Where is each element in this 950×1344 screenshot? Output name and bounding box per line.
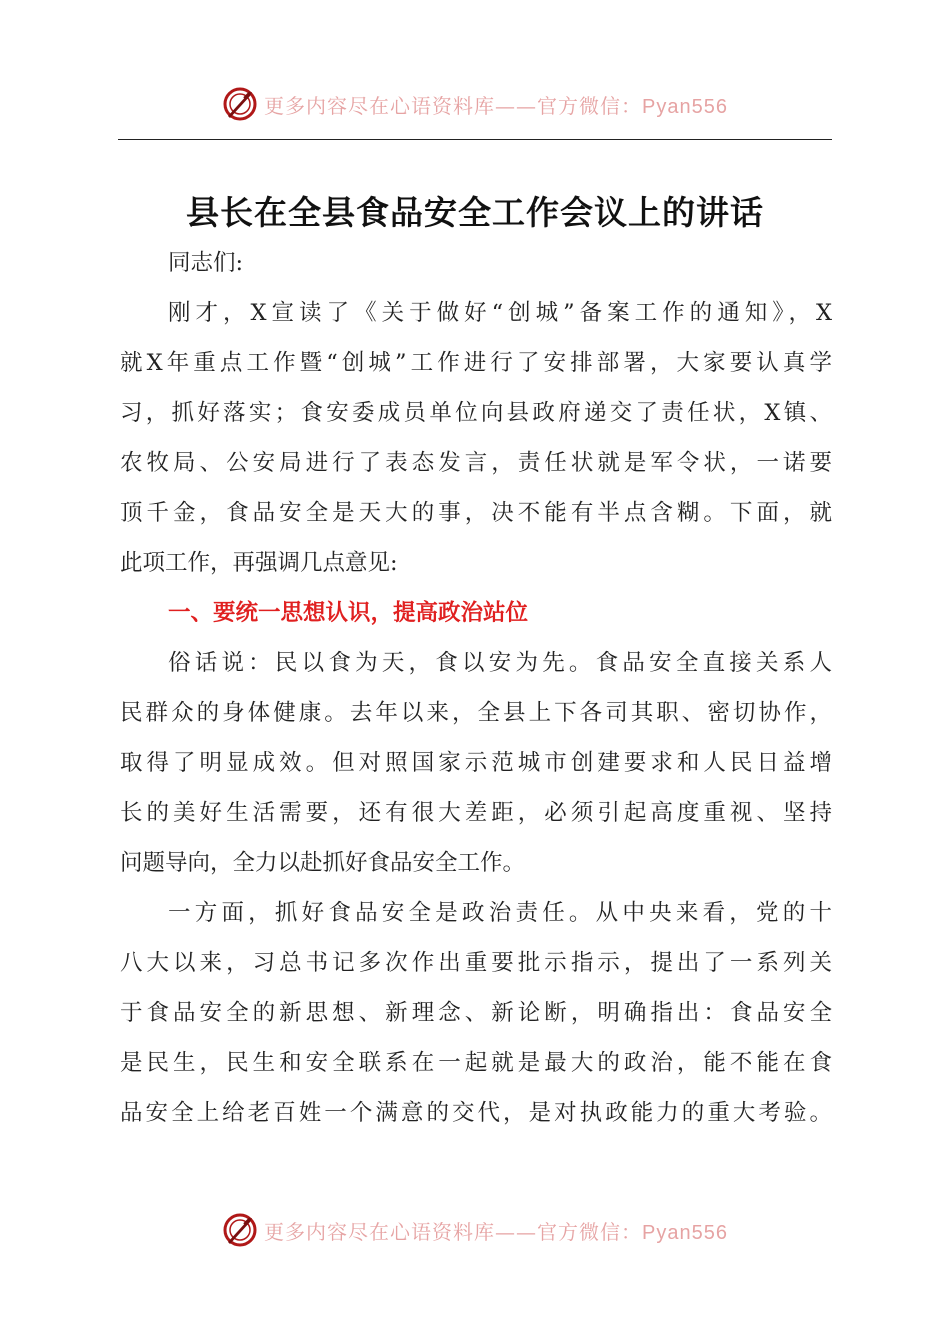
text-line: 此项工作，再强调几点意见: — [120, 550, 398, 576]
text-line: 长的美好生活需要，还有很大差距，必须引起高度重视、坚持 — [120, 800, 832, 826]
text-line: 品安全上给老百姓一个满意的交代，是对执政能力的重大考验。 — [120, 1100, 832, 1126]
text-line: 就X年重点工作暨“创城”工作进行了安排部署，大家要认真学 — [120, 350, 832, 376]
header-divider — [118, 139, 832, 140]
section-heading: 一、要统一思想认识，提高政治站位 — [168, 600, 529, 626]
text-line: 取得了明显成效。但对照国家示范城市创建要求和人民日益增 — [120, 750, 832, 776]
text-line: 俗话说：民以食为天，食以安为先。食品安全直接关系人 — [168, 650, 832, 676]
document-body — [120, 238, 832, 1138]
quill-logo-icon — [222, 1212, 258, 1248]
text-line: 于食品安全的新思想、新理念、新论断，明确指出：食品安全 — [120, 1000, 832, 1026]
watermark-text: 更多内容尽在心语资料库——官方微信：Pyan556 — [264, 93, 728, 118]
text-line: 顶千金，食品安全是天大的事，决不能有半点含糊。下面，就 — [120, 500, 832, 526]
text-line: 问题导向，全力以赴抓好食品安全工作。 — [120, 850, 526, 876]
text-line: 一方面，抓好食品安全是政治责任。从中央来看，党的十 — [168, 900, 832, 926]
greeting-line: 同志们: — [168, 250, 244, 276]
text-line: 是民生，民生和安全联系在一起就是最大的政治，能不能在食 — [120, 1050, 832, 1076]
text-line: 刚才，X宣读了《关于做好“创城”备案工作的通知》，X — [168, 300, 832, 326]
text-line: 农牧局、公安局进行了表态发言，责任状就是军令状，一诺要 — [120, 450, 832, 476]
text-line: 习，抓好落实；食安委成员单位向县政府递交了责任状，X镇、 — [120, 400, 832, 426]
text-line: 八大以来，习总书记多次作出重要批示指示，提出了一系列关 — [120, 950, 832, 976]
page-title: 县长在全县食品安全工作会议上的讲话 — [186, 193, 764, 232]
header-watermark — [0, 84, 950, 124]
watermark-text: 更多内容尽在心语资料库——官方微信：Pyan556 — [264, 1219, 728, 1244]
quill-logo-icon — [222, 86, 258, 122]
text-line: 民群众的身体健康。去年以来，全县上下各司其职、密切协作， — [120, 700, 832, 726]
footer-watermark — [0, 1210, 950, 1250]
